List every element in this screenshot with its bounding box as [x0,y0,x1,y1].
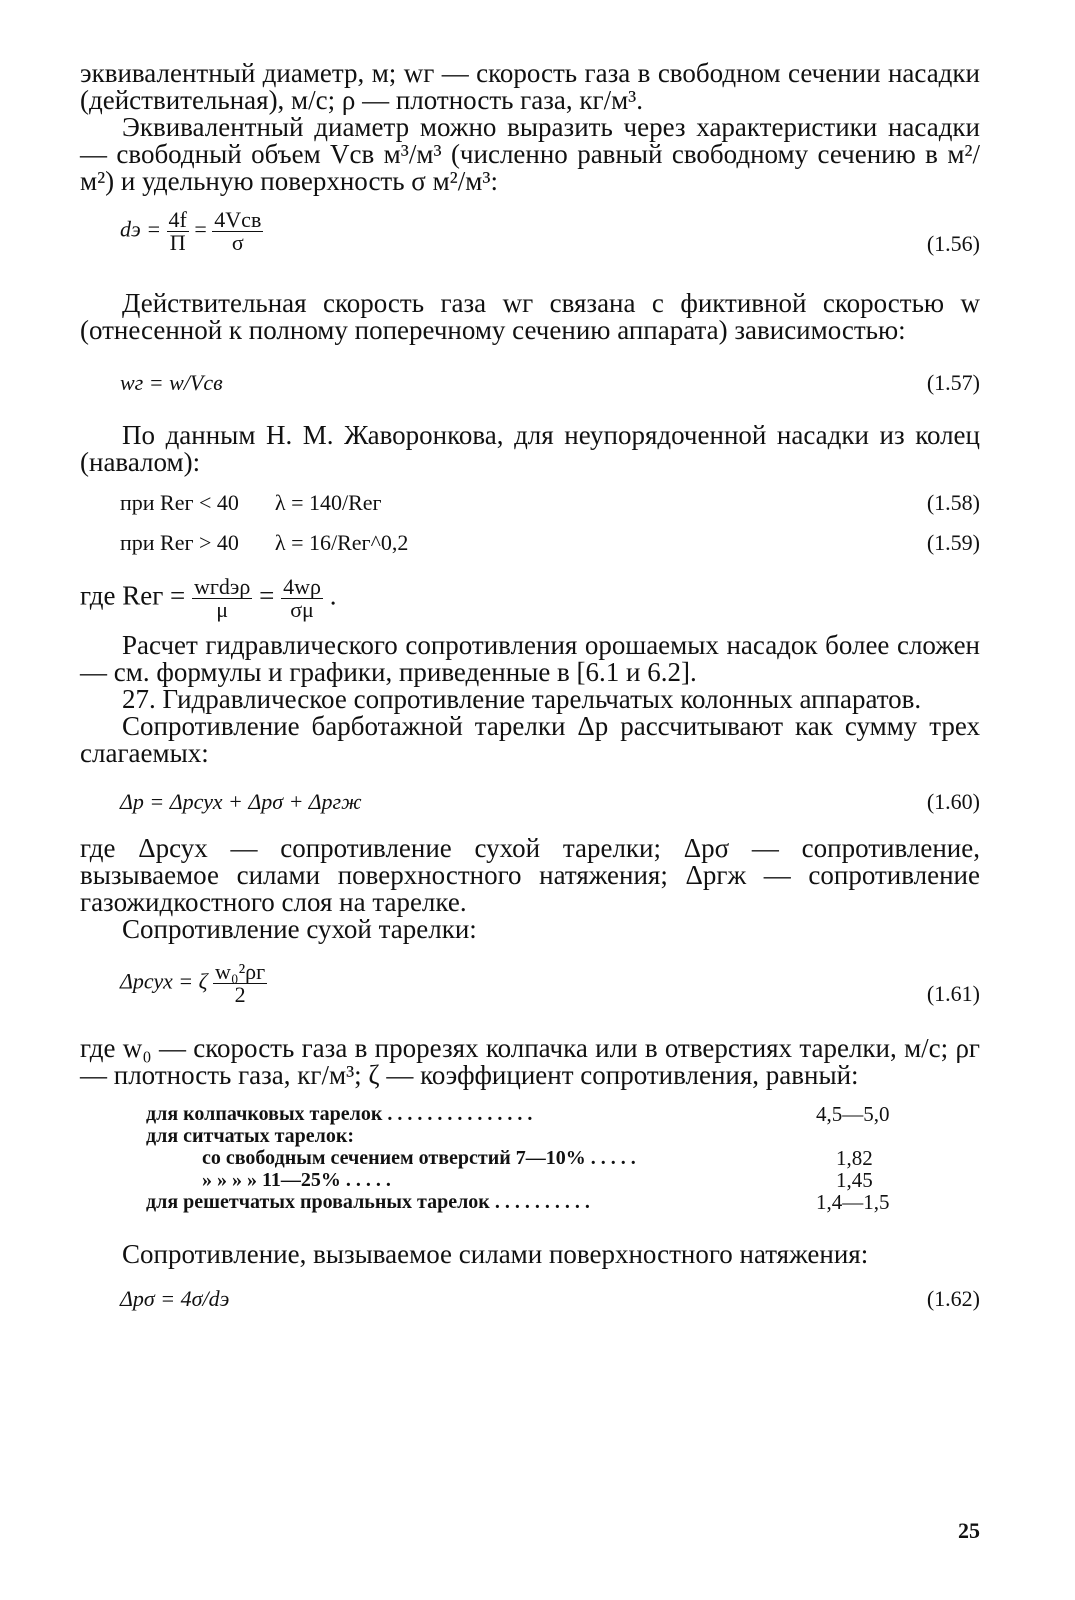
paragraph-11: Сопротивление, вызываемое силами поверхностного натяжения: [122,1239,869,1269]
list-item: со свободным сечением отверстий 7—10% . . . . . 1,82 [202,1146,873,1170]
paragraph-2: Эквивалентный диаметр можно выразить через характеристики насадки — свободный объем Vсв м³/м³ (численно равный свободному сечению в м²/м²) и удельную поверхность σ м²/м³: [80,112,980,196]
eq156-frac1: $\frac{4f}{П}$ [168,207,187,255]
paragraph-5: Расчет гидравлического сопротивления орошаемых насадок более сложен — см. формулы и графики, приведенные в [6.1 и 6.2]. [80,630,980,687]
eq156-frac2: $\frac{\text{4Vсв}}{\sigma}$ [214,207,262,255]
equation-1-57: wг = w/Vсв (1.57) [120,370,980,395]
equation-re: где Reг = $\frac{\text{wгdэρ}}{\mu}$ = $\frac{4w\rho}{\sigma\mu}$ . [80,574,337,622]
equations-1-58-1-59: при Reг < 40 λ = 140/Reг (1.58) при Reг > 40 λ = 16/Reг^0,2 (1.59) [120,490,980,555]
list-item: для решетчатых провальных тарелок . . . . . . . . . . 1,4—1,5 [146,1190,890,1214]
page-content [80,58,980,1543]
section-heading-27: 27. Гидравлическое сопротивление тарельчатых колонных аппаратов. [122,684,922,714]
paragraph-7: Сопротивление барботажной тарелки Δp рассчитывают как сумму трех слагаемых: [80,711,980,768]
paragraph-10: где w₀ — скорость газа в прорезях колпачка или в отверстиях тарелки, м/с; ρг — плотность газа, кг/м³; ζ — коэффициент сопротивления, равный: [80,1033,980,1090]
paragraph-1: эквивалентный диаметр, м; wг — скорость газа в свободном сечении насадки (действительная), м/с; ρ — плотность газа, кг/м³. [80,58,980,115]
equation-1-61: Δpсух = ζ $\frac{\text{w₀²ρг}}{2}$ (1.61) [120,959,980,1007]
list-item: для ситчатых тарелок: [146,1125,355,1147]
list-item: для колпачковых тарелок . . . . . . . . . . . . . . . 4,5—5,0 [146,1102,890,1126]
equation-1-62: Δpσ = 4σ/dэ (1.62) [120,1286,980,1311]
list-item: » » » » 11—25% . . . . . 1,45 [202,1168,873,1192]
page-number: 25 [958,1518,980,1543]
paragraph-3: Действительная скорость газа wг связана с фиктивной скоростью w (отнесенной к полному поперечному сечению аппарата) зависимостью: [80,288,980,345]
coefficient-list [146,1102,890,1214]
eq156-number: (1.56) [926,231,980,256]
equation-1-56: dэ = $\frac{4f}{П}$ = $\frac{\text{4Vсв}}{\sigma}$ (1.56) [120,207,980,256]
paragraph-4: По данным Н. М. Жаворонкова, для неупорядоченной насадки из колец (навалом): [80,420,980,477]
paragraph-9: Сопротивление сухой тарелки: [122,914,477,944]
equation-1-60: Δp = Δpсух + Δpσ + Δpгж (1.60) [120,789,980,814]
paragraph-8: где Δpсух — сопротивление сухой тарелки; Δpσ — сопротивление, вызываемое силами поверхностного натяжения; Δpгж — сопротивление газожидкостного слоя на тарелке. [80,833,980,917]
eq156-lhs: dэ = [120,216,162,242]
